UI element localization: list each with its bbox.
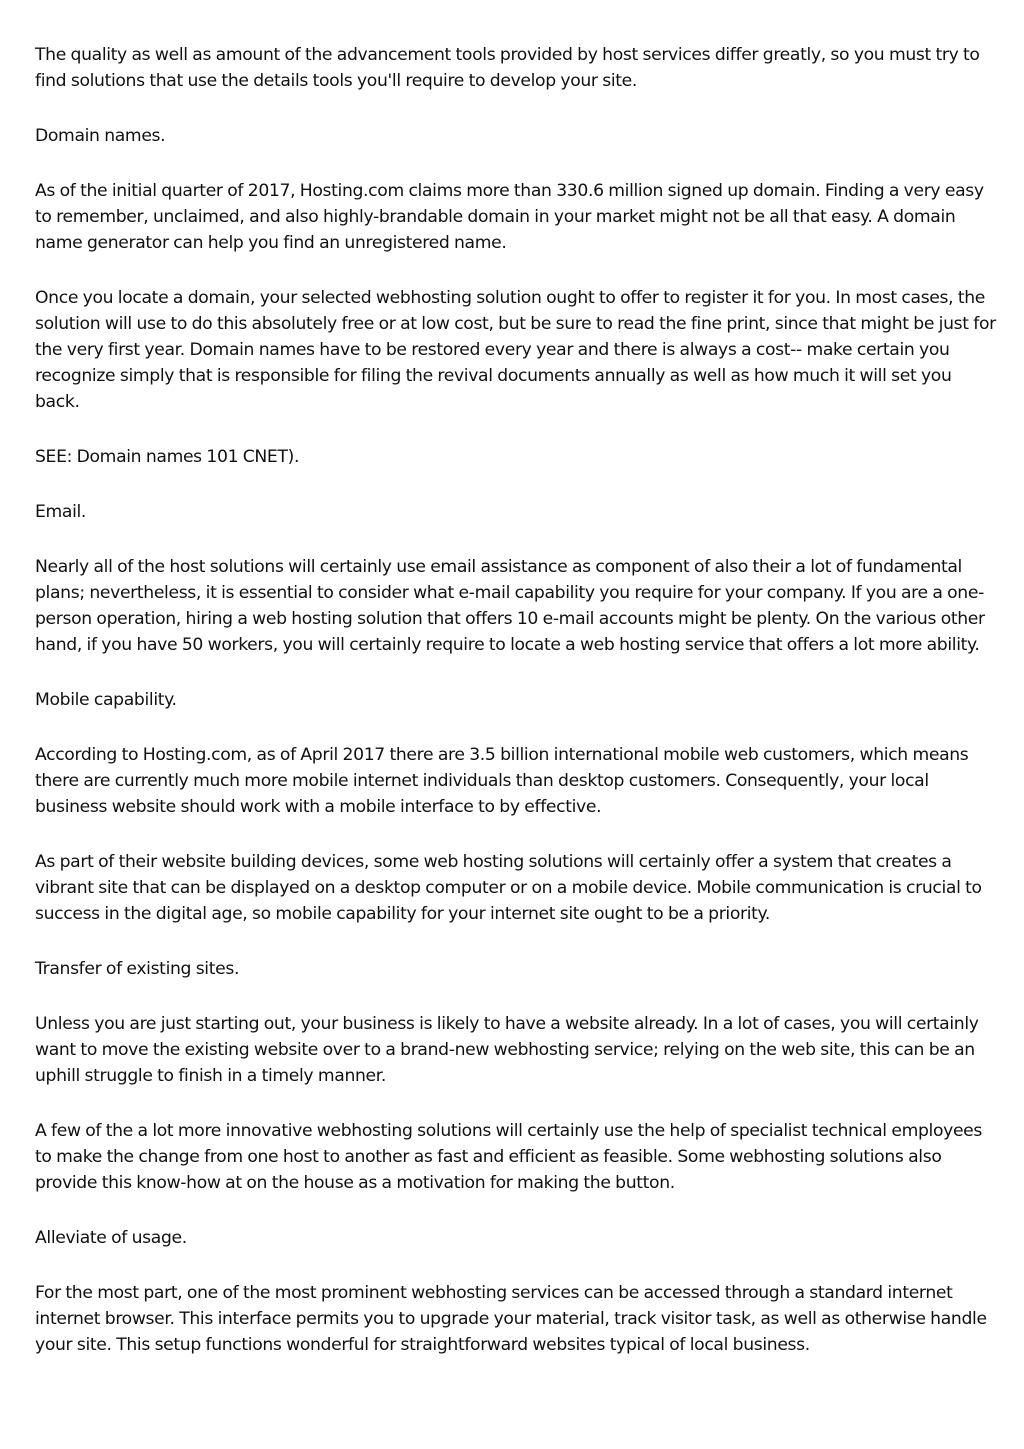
paragraph-domain-stats: As of the initial quarter of 2017, Hosting.com claims more than 330.6 million signed up domain. Finding a very easy to remember, unclaimed, and also highly-brandable domain in your market might not be all that easy. A domain name generator can help you find an unregistered name. <box>35 181 984 253</box>
paragraph-transfer-existing: Unless you are just starting out, your business is likely to have a website already. In a lot of cases, you will certainly want to move the existing website over to a brand-new webhosting service; relying on the web site, this can be an uphill struggle to finish in a timely manner. <box>35 1014 979 1086</box>
paragraph-email: Nearly all of the host solutions will certainly use email assistance as component of also their a lot of fundamental plans; nevertheless, it is essential to consider what e-mail capability you require for your company. If you are a one-person operation, hiring a web hosting solution that offers 10 e-mail accounts might be plenty. On the various other hand, if you have 50 workers, you will certainly require to locate a web hosting service that offers a lot more ability. <box>35 557 985 655</box>
heading-domain-names: Domain names. <box>35 126 166 146</box>
paragraph-mobile-devices: As part of their website building devices, some web hosting solutions will certainly offer a system that creates a vibrant site that can be displayed on a desktop computer or on a mobile device. Mobile communication is crucial to success in the digital age, so mobile capability for your internet site ought to be a priority. <box>35 852 982 924</box>
paragraph-see-reference: SEE: Domain names 101 CNET). <box>35 447 300 467</box>
heading-email: Email. <box>35 502 87 522</box>
paragraph-intro: The quality as well as amount of the advancement tools provided by host services differ greatly, so you must try to find solutions that use the details tools you'll require to develop your site. <box>35 45 980 91</box>
heading-ease-of-usage: Alleviate of usage. <box>35 1228 187 1248</box>
paragraph-domain-registration: Once you locate a domain, your selected webhosting solution ought to offer to register it for you. In most cases, the solution will use to do this absolutely free or at low cost, but be sure to read the fine print, since that might be just for the very first year. Domain names have to be restored every year and there is always a cost-- make certain you recognize simply that is responsible for filing the revival documents annually as well as how much it will set you back. <box>35 288 996 412</box>
heading-transfer-sites: Transfer of existing sites. <box>35 959 240 979</box>
paragraph-mobile-stats: According to Hosting.com, as of April 2017 there are 3.5 billion international mobile web customers, which means there are currently much more mobile internet individuals than desktop customers. Consequently, your local business website should work with a mobile interface to by effective. <box>35 745 969 817</box>
paragraph-transfer-help: A few of the a lot more innovative webhosting solutions will certainly use the help of specialist technical employees to make the change from one host to another as fast and efficient as feasible. Some webhosting solutions also provide this know-how at on the house as a motivation for making the button. <box>35 1121 982 1193</box>
document-body <box>35 42 997 1387</box>
paragraph-ease-of-usage: For the most part, one of the most prominent webhosting services can be accessed through a standard internet internet browser. This interface permits you to upgrade your material, track visitor task, as well as otherwise handle your site. This setup functions wonderful for straightforward websites typical of local business. <box>35 1283 987 1355</box>
heading-mobile-capability: Mobile capability. <box>35 690 177 710</box>
